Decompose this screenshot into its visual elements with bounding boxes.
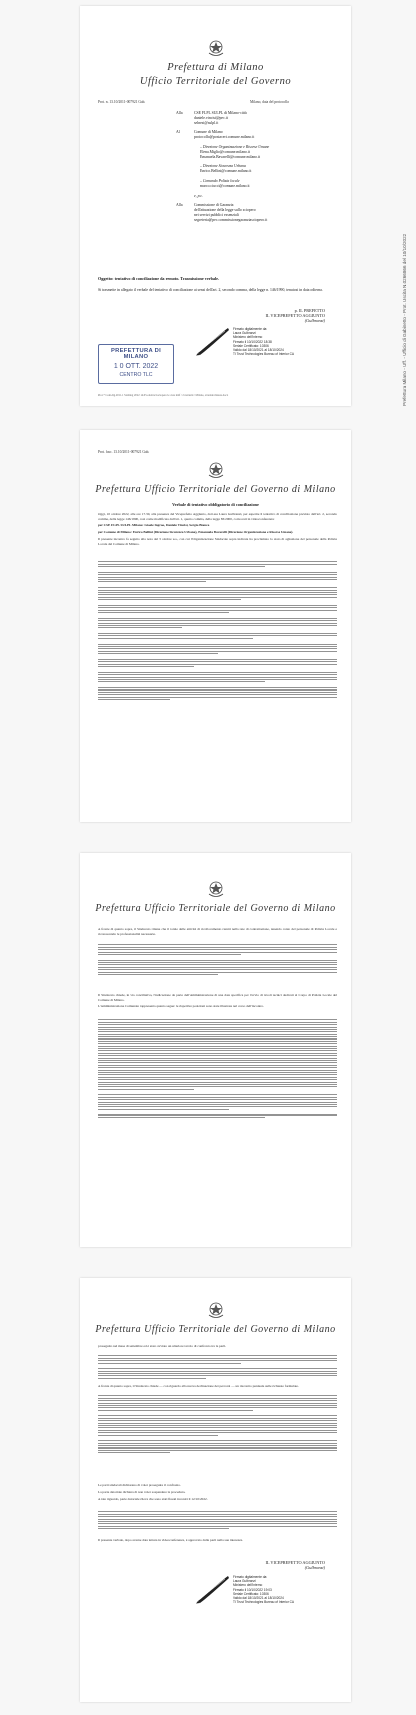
verbale-body [98,1344,337,1351]
recipient-line: selnesi@sulpl.it [194,120,219,125]
verbale-body [98,993,337,1011]
recipient-office: – Direzione Organizzazione e Risorse Umane [200,144,270,149]
sig-line: Valido dal 18/10/2021 al 18/10/2024 [233,348,284,353]
sig-line: TI Trust Technologies Bureau of Interior CA [233,352,295,357]
signature-name: (Gulbranzi) [304,1565,325,1570]
epc-label: e, p.c. [194,193,204,198]
sig-line: Seriale Certificato: 10306 [233,343,269,348]
recipient-line: CSE FLPL SULPL di Milano-città [194,111,247,115]
body-text-lines [98,1394,337,1455]
verbale-body [98,512,337,548]
verbale-body [98,1384,337,1391]
stamp-center: CENTRO TLC [119,372,153,378]
masthead: Prefettura Ufficio Territoriale del Governo di Milano [95,1324,336,1335]
signature-title: p. IL PREFETTO [294,308,325,313]
recipient-line: dell'attuazione della legge sullo sciopero [194,208,256,213]
body-text-lines [98,943,337,976]
italian-republic-emblem-icon [207,879,225,899]
paragraph: Il presente verbale, dopo averne data lettura in videoconferenza, è approvato dalle parti nella sua interezza. [98,1538,243,1542]
recipient-line: protocollo@postacert.comune.milano.it [194,135,255,140]
signature-title: IL VICEPREFETTO AGGIUNTO [265,313,325,318]
protocol-stamp [98,344,174,384]
body-text-lines [98,560,337,701]
sig-line: Laura Gulbranzi [233,1579,256,1584]
sig-line: Valido dal 18/10/2021 al 18/10/2024 [233,1596,284,1601]
signature-name: (Gulbranzi) [304,318,325,323]
paragraph: A fronte di quanto sopra, il Sindacato chiede — con riguardo alla nuova declinazione dei percorsi — un riscontro puntuale sulle richieste formulate. [98,1384,299,1388]
paragraph: Le parti sindacali dichiarano di voler proseguire il confronto. [98,1483,181,1487]
page-footer: Prot.* Com.dig.2011.1 Stabileg 2022 14.05.ottobre3.sciopero le cure mdf / 2 notturni / Milano, stradale misure.docx [98,394,229,397]
verbale-title: Verbale di tentativo obbligatorio di conciliazione [172,502,259,507]
document-page-1 [80,6,351,406]
recipient-office: – Direzione Sicurezza Urbana [200,164,246,169]
paragraph: A tale riguardo, parte datoriale rileva che sono stati fissati incontri il 12/10/2022. [98,1496,208,1501]
digital-signature-pen-icon [195,1574,231,1604]
protocol-number: Prot. fasc. 13.10/2011-007921 Gab. [98,450,150,454]
italian-republic-emblem-icon [207,38,225,58]
body-text-lines [98,1510,337,1530]
sig-line: Firmato digitalmente da: [233,1575,268,1579]
masthead-ufficio: Ufficio Territoriale del Governo [139,76,292,87]
recipients-block [176,111,334,228]
stamp-date: 1 0 OTT. 2022 [113,363,159,370]
recipient-line: Comune di Milano [194,130,223,135]
body-text-lines [98,1018,337,1119]
sig-line: Seriale Certificato: 10306 [233,1591,269,1596]
party-comune: per Comune di Milano: Enrico Bellini (Direzione Sicurezza Urbana), Emanuela Bavarelli (Direzione Organizzazione e Risorse Umane). [98,530,294,535]
sig-line: Ministero dell'Interno [233,1583,263,1588]
paragraph: Il presente incontro fa seguito alla nota del 3 ottobre u.s., con cui l'Organizzazione Sindacale sopra indicata ha proclamato lo stato di agitazione del personale della Polizia Locale del Comune di Milano. [98,536,337,546]
recipient-line: segreteria@pec.commissionegaranziasciopero.it [194,217,268,222]
sig-line: Firmato digitalmente da: [233,327,268,331]
digital-signature-pen-icon [195,326,231,356]
recipient-line: marco.ciucci@comune.milano.it [200,183,250,188]
signature-title: IL VICEPREFETTO AGGIUNTO [265,1560,325,1565]
recipient-label: Alla [176,111,183,115]
date-line: Milano, data del protocollo [250,100,290,104]
sig-line: Laura Gulbranzi [233,331,256,336]
protocol-watermark: Prefettura Milano - Uff. - Ufficio di Gabinetto - Prot. Uscita N.0266866 del 10/10/2022 [402,233,407,406]
sig-line: Ministero dell'Interno [233,335,263,340]
document-page-3 [80,853,351,1247]
verbale-body [98,1538,337,1545]
recipient-line: Emanuela.Bavarelli@comune.milano.it [200,154,261,159]
paragraph: Oggi, 10 ottobre 2022, alle ore 17.30, alla presenza del Viceprefetto Aggiunto, dott.ssa Laura Gulbranzi, per esperire il tentativo di conciliazione previsto dall'art. 2, secondo comma, della legge 146/1990, così come modificata dall'art. 1, quarto comma, della legge 83/2000, convocati in videoconferenza: [98,512,337,521]
sig-line: Firmato il 10/10/2022 18:38 [233,339,272,344]
masthead-prefettura: Prefettura di Milano [167,62,264,73]
masthead: Prefettura Ufficio Territoriale del Governo di Milano [95,484,336,495]
paragraph: proseguito nel mese di settembre ed è stato avviato un ulteriore tavolo di confronto tra le parti. [98,1344,227,1348]
body-text-lines [98,1354,337,1380]
recipient-line: nei servizi pubblici essenziali [194,212,239,217]
verbale-body [98,927,337,938]
recipient-line: Enrico.Bellini@comune.milano.it [200,169,252,174]
signature-block [193,1560,343,1605]
party-union: per CSE FLPL SULPL Milano: Gioele Ingrao, Daniele Vincisi, Sergio Bianca [98,523,210,528]
protocol-number: Prot. n. 13.10/2011-007921 Gab. [98,100,146,104]
italian-republic-emblem-icon [207,1300,225,1320]
document-page-4 [80,1278,351,1702]
cover-letter-body: Si trasmette in allegato il verbale del tentativo di conciliazione ai sensi dell'art. 2, secondo comma, della legge n. 146/1990, tenutosi in data odierna. [98,288,323,292]
paragraph: L'Amministrazione Comunale rappresenta quanto segue: le rispettive posizioni sono state illustrate nel corso dell'incontro. [98,1004,265,1009]
recipient-label: Al [176,130,180,135]
recipient-office: – Comando Polizia locale [200,178,240,183]
document-page-2 [80,430,351,822]
sig-line: TI Trust Technologies Bureau of Interior CA [233,1600,295,1605]
masthead: Prefettura Ufficio Territoriale del Governo di Milano [95,903,336,914]
sig-line: Firmato il 10/10/2022 19:03 [233,1587,272,1592]
recipient-label: Alla [176,203,183,208]
stamp-office: PREFETTURA DI MILANO [110,348,162,360]
verbale-body [98,1483,337,1503]
digital-signature-details [233,327,294,356]
recipient-line: Commissione di Garanzia [194,203,234,208]
digital-signature-details [233,1575,294,1604]
recipient-line: Elena.Miglio@comune.milano.it [200,149,250,154]
paragraph: A fronte di quanto sopra, il Sindacato ritiene che il totale delle attività di ricollocamento rientri nella rete di contrattazione, tenendo conto del personale di Polizia Locale e riconoscendo le professionalità necessarie. [98,927,337,936]
paragraph: Il Sindacato chiede, in via conciliativa, l'indicazione da parte dell'Amministrazione di una data specifica per l'avvio di tavoli tecnici dedicati al Corpo di Polizia Locale del Comune di Milano. [98,993,337,1002]
recipient-line: daniele.vincisi@pec.it [194,115,228,120]
subject-line: Oggetto: tentativo di conciliazione da remoto. Trasmissione verbale. [98,276,220,281]
italian-republic-emblem-icon [207,460,225,480]
signature-block [193,308,343,357]
paragraph: La parte datoriale dichiara di non voler sospendere la procedura. [98,1489,186,1494]
